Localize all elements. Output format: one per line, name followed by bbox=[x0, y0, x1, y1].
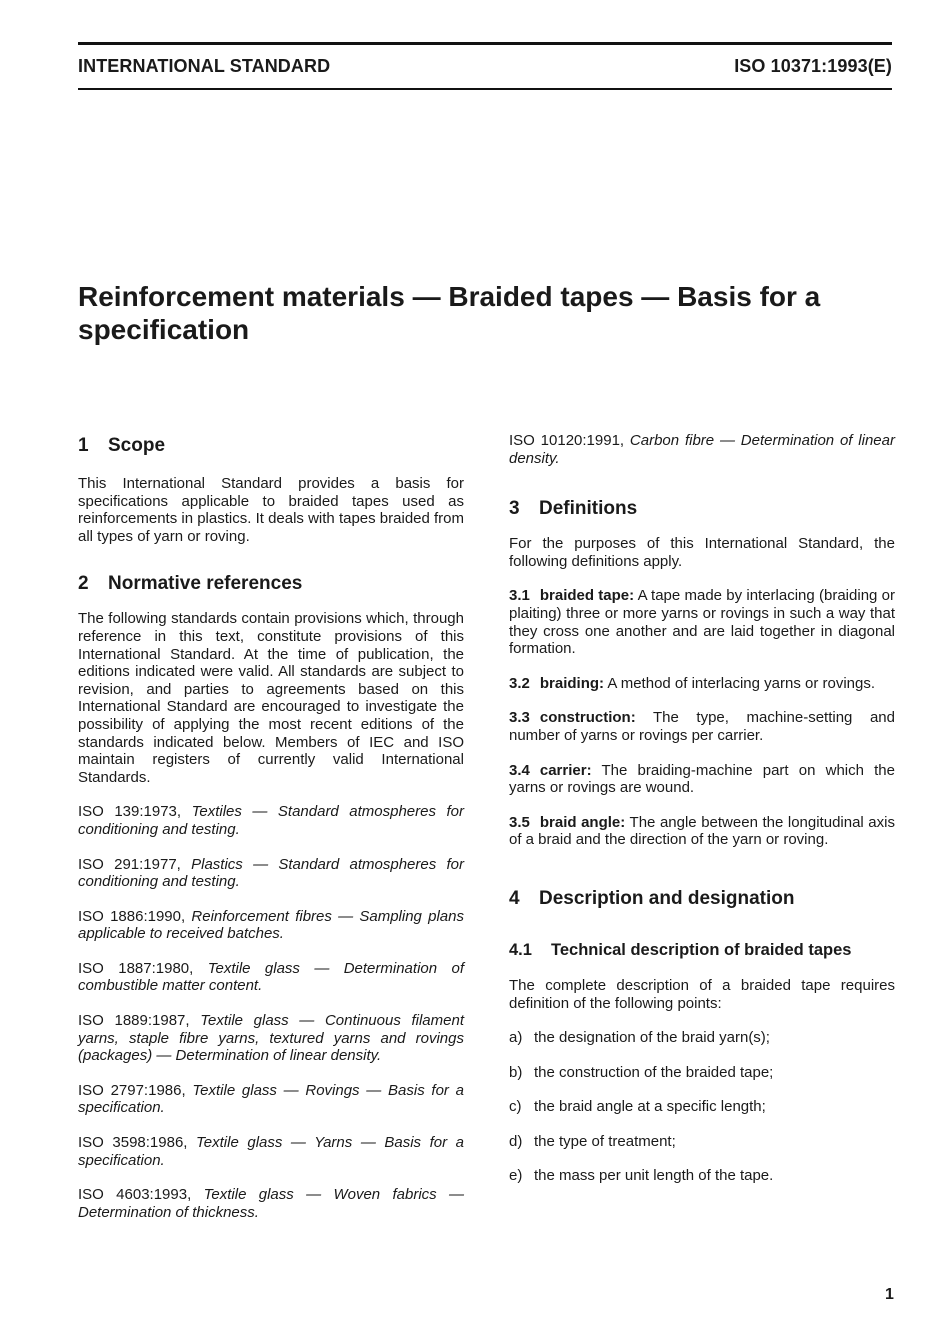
definition-number: 3.4 bbox=[509, 761, 530, 779]
section-title: Description and designation bbox=[539, 887, 795, 909]
list-item-text: the type of treatment; bbox=[534, 1132, 676, 1150]
reference-item bbox=[78, 1134, 464, 1169]
section-heading-scope bbox=[78, 434, 464, 458]
list-item-text: the designation of the braid yarn(s); bbox=[534, 1029, 770, 1047]
definition-term: carrier: bbox=[539, 761, 592, 779]
subsection-number: 4.1 bbox=[509, 940, 532, 959]
list-item-label: c) bbox=[509, 1098, 522, 1116]
reference-code: ISO 1886:1990, bbox=[78, 907, 186, 925]
reference-title: Textile glass — Continuous filament yarns, staple fibre yarns, textured yarns and rovings (packages) — Determination of linear density. bbox=[78, 1012, 464, 1065]
definition-text: The braiding-machine part on which the yarns or rovings are wound. bbox=[509, 761, 895, 797]
section-number: 2 bbox=[78, 573, 89, 595]
reference-item bbox=[78, 1082, 464, 1117]
reference-title: Carbon fibre — Determination of linear density. bbox=[509, 432, 895, 467]
definition-text: The angle between the longitudinal axis of a braid and the direction of the yarn or roving. bbox=[509, 813, 895, 849]
definition-number: 3.5 bbox=[509, 813, 530, 831]
description-points-list bbox=[509, 1029, 895, 1185]
section-number: 1 bbox=[78, 435, 89, 456]
reference-item bbox=[78, 908, 464, 943]
reference-item bbox=[78, 803, 464, 838]
header-document-type: INTERNATIONAL STANDARD bbox=[78, 56, 331, 76]
document-title: Reinforcement materials — Braided tapes — Basis for a specification bbox=[78, 281, 821, 345]
reference-code: ISO 3598:1986, bbox=[78, 1134, 188, 1152]
list-item bbox=[509, 1098, 895, 1116]
reference-item bbox=[509, 432, 895, 467]
definition-term: construction: bbox=[539, 709, 636, 727]
list-item-text: the braid angle at a specific length; bbox=[534, 1098, 766, 1116]
reference-code: ISO 291:1977, bbox=[78, 855, 181, 873]
reference-title: Reinforcement fibres — Sampling plans applicable to received batches. bbox=[78, 907, 464, 943]
definition-text: The type, machine-setting and number of yarns or rovings per carrier. bbox=[509, 709, 895, 744]
reference-title: Plastics — Standard atmospheres for conditioning and testing. bbox=[78, 855, 464, 891]
list-item bbox=[509, 1064, 895, 1082]
section-title: Definitions bbox=[539, 498, 638, 520]
right-column bbox=[509, 432, 895, 1202]
header-standard-number: ISO 10371:1993(E) bbox=[734, 56, 892, 76]
left-column bbox=[78, 432, 464, 1238]
definition-number: 3.3 bbox=[509, 709, 530, 727]
subsection-heading-technical-description bbox=[509, 939, 895, 961]
definition-term: braid angle: bbox=[539, 813, 626, 831]
description-intro-paragraph: The complete description of a braided tape requires definition of the following points: bbox=[509, 976, 895, 1012]
list-item-label: a) bbox=[509, 1029, 523, 1047]
reference-title: Textile glass — Yarns — Basis for a specification. bbox=[78, 1134, 464, 1169]
section-heading-normative-references bbox=[78, 572, 464, 596]
definition-term: braided tape: bbox=[539, 587, 635, 605]
reference-title: Textile glass — Woven fabrics — Determination of thickness. bbox=[78, 1186, 464, 1221]
list-item bbox=[509, 1029, 895, 1047]
list-item-label: e) bbox=[509, 1167, 523, 1185]
normative-intro-paragraph: The following standards contain provisions which, through reference in this text, constitute provisions of this International Standard. At the time of publication, the editions indicated were valid. All standards are subject to revision, and parties to agreements based on this International Standard are encouraged to investigate the possibility of applying the most recent editions of the standards indicated below. Members of IEC and ISO maintain registers of currently valid International Standards. bbox=[78, 610, 464, 786]
reference-title: Textile glass — Rovings — Basis for a specification. bbox=[78, 1081, 464, 1117]
reference-item bbox=[78, 1186, 464, 1221]
reference-code: ISO 10120:1991, bbox=[509, 432, 625, 449]
list-item bbox=[509, 1133, 895, 1151]
definition-number: 3.1 bbox=[509, 587, 530, 605]
header-top-rule bbox=[78, 42, 892, 45]
section-number: 4 bbox=[509, 887, 520, 909]
list-item-label: d) bbox=[509, 1132, 523, 1150]
list-item bbox=[509, 1167, 895, 1185]
section-title: Normative references bbox=[108, 573, 303, 595]
reference-item bbox=[78, 960, 464, 995]
list-item-label: b) bbox=[509, 1063, 523, 1081]
definitions-intro-paragraph: For the purposes of this International Standard, the following definitions apply. bbox=[509, 535, 895, 570]
list-item-text: the mass per unit length of the tape. bbox=[534, 1167, 774, 1185]
definition-item bbox=[509, 587, 895, 657]
list-item-text: the construction of the braided tape; bbox=[534, 1063, 774, 1081]
section-number: 3 bbox=[509, 498, 520, 520]
definition-item bbox=[509, 814, 895, 849]
section-heading-definitions bbox=[509, 497, 895, 521]
section-title: Scope bbox=[108, 435, 166, 456]
reference-code: ISO 1889:1987, bbox=[78, 1012, 190, 1030]
reference-item bbox=[78, 1012, 464, 1065]
definition-text: A tape made by interlacing (braiding or plaiting) three or more yarns or rovings in such a way that they cross one another and are laid together in diagonal formation. bbox=[509, 587, 895, 658]
reference-code: ISO 139:1973, bbox=[78, 803, 182, 821]
reference-title: Textile glass — Determination of combustible matter content. bbox=[78, 959, 464, 995]
subsection-title: Technical description of braided tapes bbox=[551, 940, 852, 959]
reference-title: Textiles — Standard atmospheres for conditioning and testing. bbox=[78, 803, 464, 838]
reference-code: ISO 1887:1980, bbox=[78, 959, 194, 977]
scope-paragraph: This International Standard provides a basis for specifications applicable to braided tapes used as reinforcements in plastics. It deals with tapes braided from all types of yarn or roving. bbox=[78, 475, 465, 545]
definition-item bbox=[509, 762, 895, 797]
definition-number: 3.2 bbox=[509, 674, 530, 692]
header-bottom-rule bbox=[78, 88, 892, 90]
definition-item bbox=[509, 709, 895, 744]
definition-item bbox=[509, 675, 895, 693]
section-heading-description bbox=[509, 887, 895, 911]
reference-item bbox=[78, 856, 464, 891]
reference-code: ISO 4603:1993, bbox=[78, 1186, 192, 1204]
reference-code: ISO 2797:1986, bbox=[78, 1081, 186, 1099]
definition-term: braiding: bbox=[539, 674, 605, 692]
page-number: 1 bbox=[885, 1286, 894, 1303]
definition-text: A method of interlacing yarns or rovings. bbox=[607, 674, 876, 692]
